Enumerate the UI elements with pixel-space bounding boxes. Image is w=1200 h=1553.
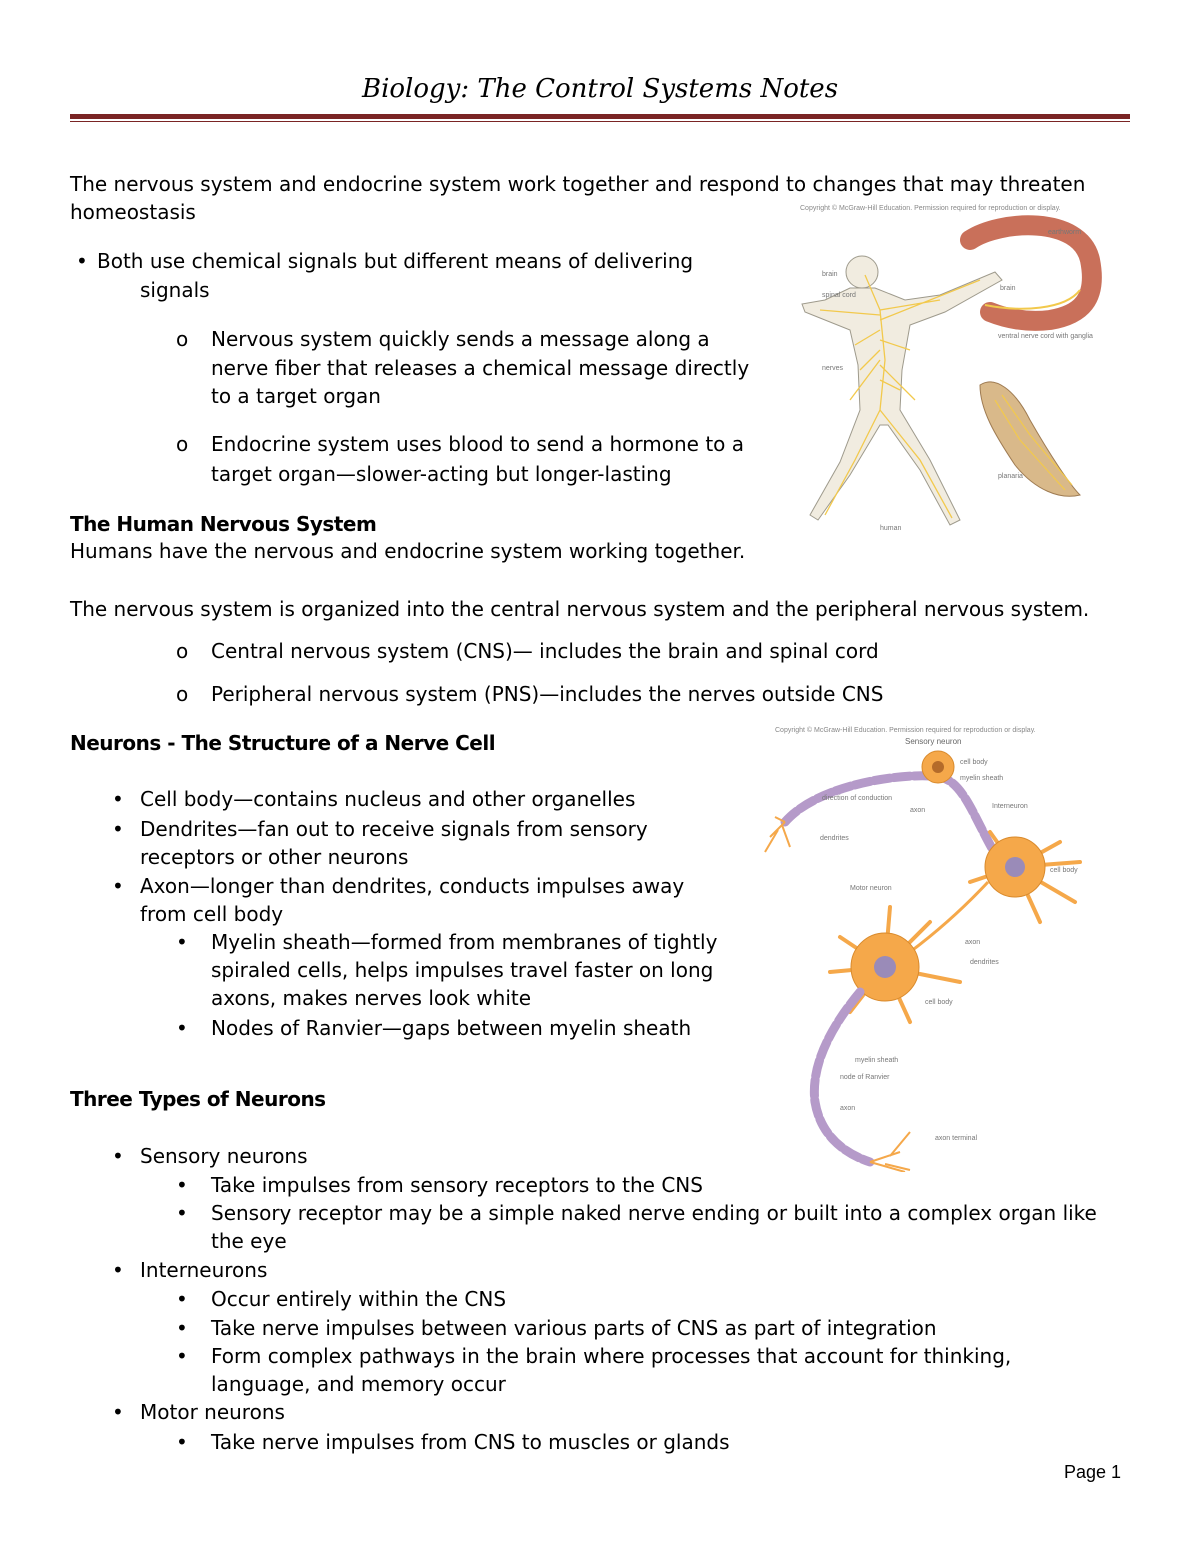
bullet-dot: •: [112, 817, 124, 841]
bullet-dot: •: [176, 1173, 188, 1197]
figure2-copyright: Copyright © McGraw-Hill Education. Permission required for reproduction or display.: [775, 727, 1036, 734]
svg-text:axon: axon: [965, 939, 981, 946]
inter-sub3: Form complex pathways in the brain where processes that account for thinking,: [211, 1344, 1012, 1368]
bullet-signals-cont: signals: [140, 278, 210, 302]
pns-text: Peripheral nervous system (PNS)—includes the nerves outside CNS: [211, 682, 884, 706]
svg-text:node of Ranvier: node of Ranvier: [840, 1074, 890, 1081]
intro-text: The nervous system and endocrine system work together and respond to changes that may threaten: [70, 172, 1086, 196]
sub-bullet-o: o: [176, 432, 189, 456]
sensory-sub2: Sensory receptor may be a simple naked nerve ending or built into a complex organ like: [211, 1201, 1097, 1225]
svg-text:dendrites: dendrites: [970, 959, 999, 966]
section-heading-neurons: Neurons - The Structure of a Nerve Cell: [70, 731, 496, 755]
svg-text:earthworm: earthworm: [1048, 229, 1082, 236]
section-heading-human: The Human Nervous System: [70, 512, 377, 536]
bullet-dot: •: [176, 1430, 188, 1454]
svg-text:human: human: [880, 525, 902, 532]
svg-text:planaria: planaria: [998, 473, 1023, 480]
sub-nervous-cont2: to a target organ: [211, 384, 381, 408]
bullet-dot: •: [176, 1201, 188, 1225]
svg-text:myelin sheath: myelin sheath: [855, 1057, 899, 1064]
svg-text:cell body: cell body: [925, 999, 953, 1006]
intro-text-cont: homeostasis: [70, 200, 196, 224]
sensory-sub1: Take impulses from sensory receptors to the CNS: [211, 1173, 703, 1197]
bullet-dot: •: [176, 930, 188, 954]
svg-text:nerves: nerves: [822, 365, 844, 372]
axon-text-cont: from cell body: [140, 902, 284, 926]
svg-text:dendrites: dendrites: [820, 835, 849, 842]
bullet-dot: •: [176, 1316, 188, 1340]
myelin-text: Myelin sheath—formed from membranes of tightly: [211, 930, 718, 954]
inter-text: Interneurons: [140, 1258, 268, 1282]
bullet-dot: •: [176, 1344, 188, 1368]
sensory-text: Sensory neurons: [140, 1144, 308, 1168]
sub-endocrine: Endocrine system uses blood to send a hormone to a: [211, 432, 745, 456]
page-number: Page 1: [1064, 1462, 1122, 1482]
organization-text: The nervous system is organized into the central nervous system and the peripheral nervous system.: [70, 597, 1090, 621]
cell-body-text: Cell body—contains nucleus and other organelles: [140, 787, 636, 811]
svg-text:Motor neuron: Motor neuron: [850, 885, 892, 892]
inter-sub3-cont: language, and memory occur: [211, 1372, 506, 1396]
figure2-title: Sensory neuron: [905, 737, 962, 746]
inter-sub2: Take nerve impulses between various parts of CNS as part of integration: [211, 1316, 937, 1340]
svg-text:axon: axon: [840, 1105, 856, 1112]
bullet-dot: •: [76, 249, 88, 273]
bullet-dot: •: [112, 1400, 124, 1424]
title-divider-thin: [70, 121, 1130, 122]
svg-text:brain: brain: [1000, 285, 1016, 292]
bullet-dot: •: [176, 1287, 188, 1311]
sub-bullet-o: o: [176, 682, 189, 706]
svg-text:Interneuron: Interneuron: [992, 803, 1028, 810]
svg-text:ventral nerve cord with gangli: ventral nerve cord with ganglia: [998, 333, 1093, 340]
human-text: Humans have the nervous and endocrine system working together.: [70, 539, 746, 563]
axon-text: Axon—longer than dendrites, conducts impulses away: [140, 874, 685, 898]
page-title: Biology: The Control Systems Notes: [361, 74, 839, 104]
dendrites-text: Dendrites—fan out to receive signals from sensory: [140, 817, 648, 841]
cns-text: Central nervous system (CNS)— includes the brain and spinal cord: [211, 639, 879, 663]
svg-text:myelin sheath: myelin sheath: [960, 775, 1004, 782]
sub-bullet-o: o: [176, 639, 189, 663]
bullet-dot: •: [112, 874, 124, 898]
sensory-sub2-cont: the eye: [211, 1229, 287, 1253]
nervous-system-figure: [780, 200, 1110, 540]
myelin-text-cont2: axons, makes nerves look white: [211, 986, 532, 1010]
section-heading-types: Three Types of Neurons: [70, 1087, 326, 1111]
bullet-dot: •: [112, 1258, 124, 1282]
sub-endocrine-cont: target organ—slower-acting but longer-lasting: [211, 462, 672, 486]
nodes-text: Nodes of Ranvier—gaps between myelin sheath: [211, 1016, 692, 1040]
myelin-text-cont: spiraled cells, helps impulses travel faster on long: [211, 958, 714, 982]
bullet-signals: Both use chemical signals but different means of delivering: [97, 249, 694, 273]
svg-text:cell body: cell body: [1050, 867, 1078, 874]
svg-text:spinal cord: spinal cord: [822, 292, 856, 299]
sub-nervous-cont: nerve fiber that releases a chemical message directly: [211, 356, 750, 380]
bullet-dot: •: [176, 1016, 188, 1040]
sub-bullet-o: o: [176, 327, 189, 351]
svg-text:cell body: cell body: [960, 759, 988, 766]
sub-nervous: Nervous system quickly sends a message along a: [211, 327, 710, 351]
neuron-structure-figure: [760, 722, 1100, 1172]
motor-text: Motor neurons: [140, 1400, 285, 1424]
svg-text:brain: brain: [822, 271, 838, 278]
bullet-dot: •: [112, 1144, 124, 1168]
motor-sub1: Take nerve impulses from CNS to muscles or glands: [211, 1430, 730, 1454]
svg-text:axon terminal: axon terminal: [935, 1135, 978, 1142]
inter-sub1: Occur entirely within the CNS: [211, 1287, 507, 1311]
bullet-dot: •: [112, 787, 124, 811]
dendrites-text-cont: receptors or other neurons: [140, 845, 409, 869]
svg-text:axon: axon: [910, 807, 926, 814]
figure1-copyright: Copyright © McGraw-Hill Education. Permission required for reproduction or display.: [800, 205, 1061, 212]
svg-text:direction of conduction: direction of conduction: [822, 795, 893, 802]
title-divider: [70, 114, 1130, 119]
